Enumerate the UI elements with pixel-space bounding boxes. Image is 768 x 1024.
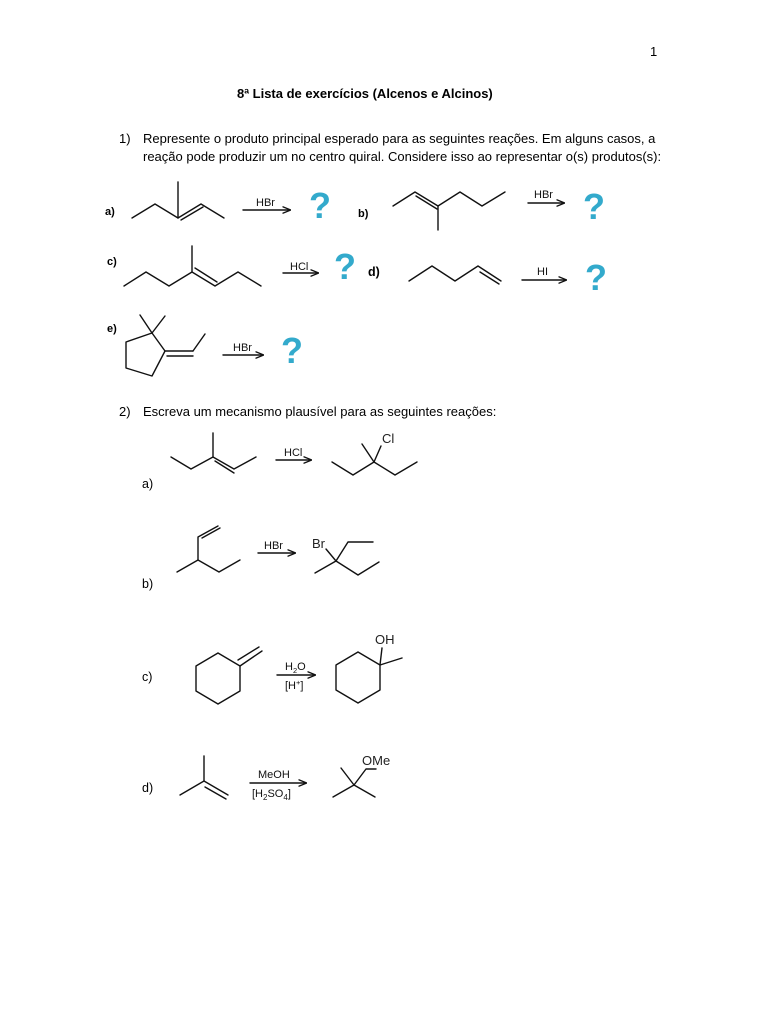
q2-b-reactant-structure xyxy=(177,526,240,572)
question-2-text: Escreva um mecanismo plausível para as seguintes reações: xyxy=(143,404,497,419)
q2-a-product-structure xyxy=(332,444,417,475)
q1-reaction-b xyxy=(358,186,605,230)
q2-b-label: b) xyxy=(142,577,154,591)
q2-c-reagent-top: $H_2O$ xyxy=(285,661,306,675)
q2-d-label: d) xyxy=(142,781,154,795)
q1-d-label: d) xyxy=(368,265,380,279)
q1-c-reactant-structure xyxy=(124,246,261,286)
q1-b-reagent: HBr xyxy=(534,189,553,201)
question-2-number: 2) xyxy=(119,404,131,419)
q2-d-product-atom: OMe xyxy=(362,753,391,768)
q1-a-label: a) xyxy=(105,206,115,218)
q2-b-product-atom: Br xyxy=(312,536,325,551)
page-title: 8ª Lista de exercícios (Alcenos e Alcinos) xyxy=(237,86,493,101)
q1-c-label: c) xyxy=(107,256,117,268)
q1-e-question-mark: ? xyxy=(281,330,303,371)
q1-e-label: e) xyxy=(107,323,117,335)
q1-c-question-mark: ? xyxy=(334,246,356,287)
q1-e-reagent: HBr xyxy=(233,342,252,354)
q2-d-reagent-bottom: $[H_2SO_4]$ xyxy=(252,788,291,802)
q1-d-reactant-structure xyxy=(409,266,501,284)
q1-b-label: b) xyxy=(358,208,369,220)
q2-reaction-d xyxy=(142,753,390,802)
q2-c-product-atom: OH xyxy=(375,632,395,647)
q1-a-question-mark: ? xyxy=(309,185,331,226)
q2-d-reactant-structure xyxy=(180,756,228,799)
q1-reaction-a xyxy=(105,182,331,226)
q2-c-reagent-bottom: [H+] xyxy=(285,678,304,692)
q2-a-reagent: HCl xyxy=(284,447,303,459)
q2-d-product-structure xyxy=(333,768,376,797)
q2-c-product-structure xyxy=(336,648,402,703)
q2-a-product-atom: Cl xyxy=(382,431,395,446)
q1-b-reactant-structure xyxy=(393,192,505,230)
q1-d-question-mark: ? xyxy=(585,257,607,298)
q1-reaction-e xyxy=(107,315,303,376)
question-1-number: 1) xyxy=(119,131,131,146)
q1-reaction-c xyxy=(107,246,356,287)
q2-a-reactant-structure xyxy=(171,433,256,473)
q2-b-reagent: HBr xyxy=(264,540,283,552)
q1-a-reagent: HBr xyxy=(256,197,275,209)
q1-c-reagent: HCl xyxy=(290,261,309,273)
q1-a-reactant-structure xyxy=(132,182,224,220)
q1-b-question-mark: ? xyxy=(583,186,605,227)
q2-d-reagent-top: MeOH xyxy=(258,769,290,781)
q2-c-reactant-structure xyxy=(196,647,262,704)
q1-e-reactant-structure xyxy=(126,315,205,376)
q2-reaction-c xyxy=(142,632,402,704)
q1-reaction-d xyxy=(368,257,607,298)
q2-reaction-b xyxy=(142,526,379,591)
q2-a-label: a) xyxy=(142,477,154,491)
q2-c-label: c) xyxy=(142,670,153,684)
q2-reaction-a xyxy=(142,431,417,491)
question-1-text: Represente o produto principal esperado para as seguintes reações. Em alguns casos, a reação pode produzir um no centro quiral. Considere isso ao representar o(s) produtos(s): xyxy=(143,131,662,164)
q1-d-reagent: HI xyxy=(537,266,548,278)
page-number: 1 xyxy=(650,44,658,59)
